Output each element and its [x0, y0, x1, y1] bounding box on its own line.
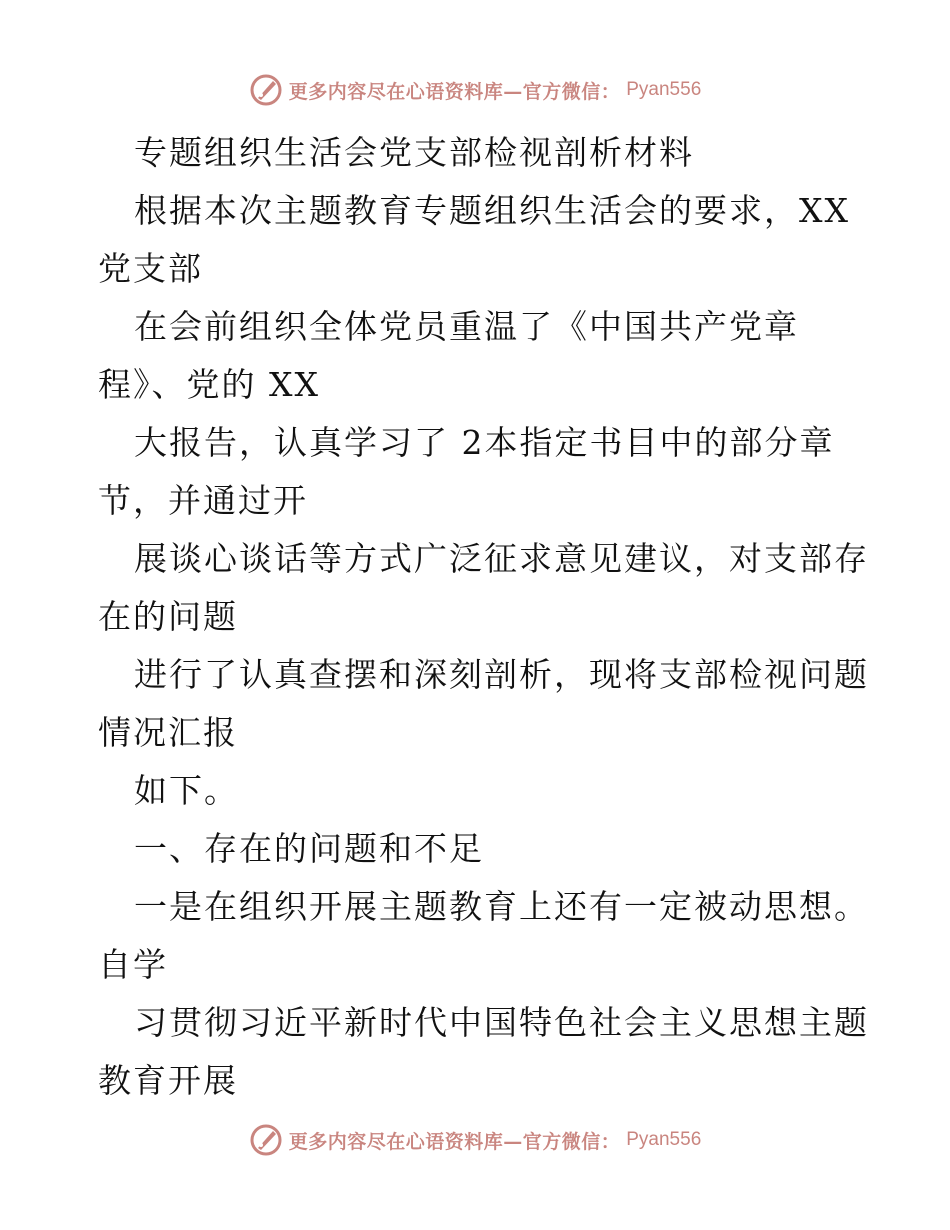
text-line: 在的问题 [98, 597, 238, 636]
document-body [98, 124, 869, 1110]
text-line: 进行了认真查摆和深刻剖析，现将支部检视问题 [134, 655, 869, 694]
quill-logo-icon [249, 1123, 283, 1157]
text-line: 自学 [98, 945, 168, 984]
banner-wechat-id: Pyan556 [626, 79, 702, 100]
banner-wechat-id: Pyan556 [626, 1129, 702, 1150]
text-line: 教育开展 [98, 1061, 238, 1100]
text-line: 程》、党的 XX [98, 365, 320, 404]
banner-text: 更多内容尽在心语资料库—官方微信： [288, 80, 621, 103]
section-heading: 一、存在的问题和不足 [134, 829, 484, 868]
banner-text: 更多内容尽在心语资料库—官方微信： [288, 1130, 621, 1153]
text-line: 大报告，认真学习了 2本指定书目中的部分章 [134, 423, 835, 462]
text-line: 习贯彻习近平新时代中国特色社会主义思想主题 [134, 1003, 869, 1042]
text-line: 一是在组织开展主题教育上还有一定被动思想。 [134, 887, 869, 926]
footer-banner [0, 1120, 950, 1160]
text-line: 根据本次主题教育专题组织生活会的要求，XX [134, 191, 850, 230]
text-line: 如下。 [134, 771, 239, 810]
quill-logo-icon [249, 73, 283, 107]
text-line: 在会前组织全体党员重温了《中国共产党章 [134, 307, 799, 346]
text-line: 节，并通过开 [98, 481, 308, 520]
header-banner [0, 70, 950, 110]
document-title: 专题组织生活会党支部检视剖析材料 [134, 133, 694, 172]
text-line: 情况汇报 [98, 713, 238, 752]
text-line: 党支部 [98, 249, 203, 288]
text-line: 展谈心谈话等方式广泛征求意见建议，对支部存 [134, 539, 869, 578]
